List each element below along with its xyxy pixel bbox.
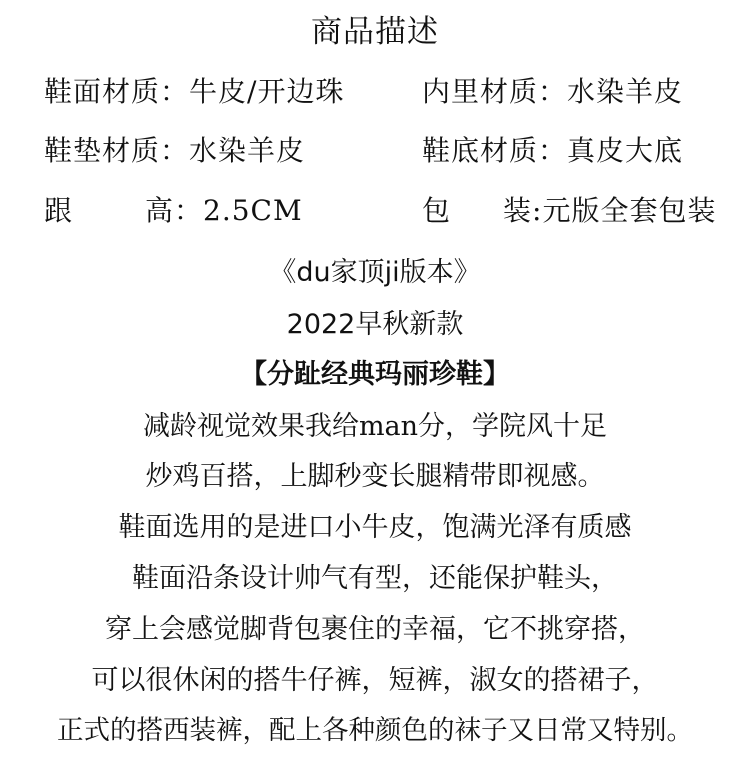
description-line-4: 鞋面沿条设计帅气有型，还能保护鞋头， [132, 563, 618, 594]
spec-packaging [422, 189, 716, 229]
spec-heel-value: 2.5CM [203, 194, 303, 227]
description-line-6: 可以很休闲的搭牛仔裤，短裤，淑女的搭裙子， [91, 665, 659, 696]
spec-upper-label: 鞋面材质： [44, 75, 190, 108]
description-line-5: 穿上会感觉脚背包裹住的幸福，它不挑穿搭， [105, 614, 645, 645]
spec-lining-value: 水染羊皮 [567, 75, 684, 108]
season-line: 2022早秋新款 [286, 309, 464, 340]
description-line-1: 减龄视觉效果我给man分，学院风十足 [142, 411, 608, 442]
spec-outsole [422, 129, 683, 169]
spec-heel [44, 189, 303, 229]
version-line: 《du家顶ji版本》 [269, 257, 481, 288]
spec-upper-value: 牛皮/开边珠 [189, 75, 345, 108]
spec-heel-label-b: 高： [145, 194, 204, 227]
spec-lining [422, 70, 683, 110]
spec-insole [44, 129, 305, 169]
spec-upper [44, 70, 344, 110]
spec-insole-label: 鞋垫材质： [44, 134, 190, 167]
spec-packaging-label-a: 包 [422, 194, 452, 227]
spec-packaging-value: 元版全套包装 [542, 194, 717, 227]
spec-insole-value: 水染羊皮 [189, 134, 306, 167]
description-line-3: 鞋面选用的是进口小牛皮，饱满光泽有质感 [118, 512, 632, 543]
spec-outsole-value: 真皮大底 [567, 134, 684, 167]
description-line-7: 正式的搭西装裤，配上各种颜色的袜子又日常又特别。 [57, 715, 693, 746]
description-line-2: 炒鸡百搭，上脚秒变长腿精带即视感。 [145, 461, 605, 492]
product-name-line: 【分趾经典玛丽珍鞋】 [240, 359, 510, 390]
spec-heel-label-a: 跟 [44, 194, 74, 227]
page-title: 商品描述 [311, 14, 439, 50]
spec-packaging-label-b: 装: [503, 194, 543, 227]
spec-lining-label: 内里材质： [422, 75, 568, 108]
spec-outsole-label: 鞋底材质： [422, 134, 568, 167]
